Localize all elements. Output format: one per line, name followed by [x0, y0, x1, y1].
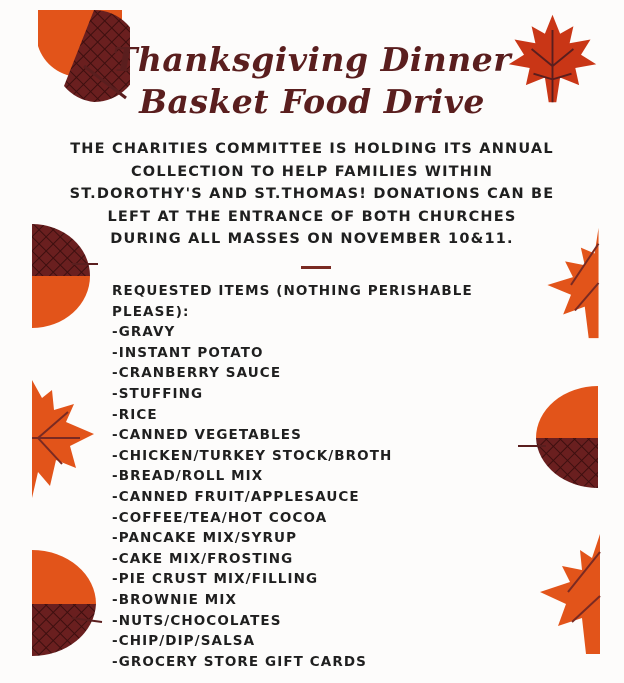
title-line-1: Thanksgiving Dinner: [112, 40, 512, 79]
list-item: -PANCAKE MIX/SYRUP: [112, 530, 298, 547]
acorn-icon: [32, 548, 104, 658]
title-line-2: Basket Food Drive: [139, 82, 485, 121]
requested-heading-line: REQUESTED ITEMS (NOTHING PERISHABLE: [112, 283, 473, 299]
list-item: -RICE: [112, 406, 158, 423]
list-item: -GROCERY STORE GIFT CARDS: [112, 653, 367, 670]
requested-heading: [112, 281, 512, 322]
list-item: -PIE CRUST MIX/FILLING: [112, 571, 319, 588]
requested-items: [112, 281, 512, 672]
list-item: -COFFEE/TEA/HOT COCOA: [112, 509, 328, 526]
list-item: -CAKE MIX/FROSTING: [112, 550, 294, 567]
maple-leaf-icon: [32, 376, 98, 502]
list-item: -CRANBERRY SAUCE: [112, 365, 282, 382]
intro-line: ST.DOROTHY'S AND ST.THOMAS! DONATIONS CAN BE: [69, 186, 555, 202]
list-item: -BROWNIE MIX: [112, 591, 237, 608]
list-item: -GRAVY: [112, 324, 176, 341]
intro-line: COLLECTION TO HELP FAMILIES WITHIN: [130, 163, 494, 180]
list-item: -STUFFING: [112, 385, 204, 402]
intro-line: LEFT AT THE ENTRANCE OF BOTH CHURCHES: [107, 208, 517, 225]
list-item: -BREAD/ROLL MIX: [112, 468, 264, 485]
list-item: -CANNED VEGETABLES: [112, 427, 302, 444]
item-list: [112, 322, 512, 672]
list-item: -CHICKEN/TURKEY STOCK/BROTH: [112, 447, 393, 464]
list-item: -CANNED FRUIT/APPLESAUCE: [112, 488, 360, 505]
requested-heading-line: PLEASE):: [112, 303, 190, 320]
maple-leaf-icon: [536, 530, 602, 658]
list-item: -CHIP/DIP/SALSA: [112, 633, 256, 650]
list-item: -INSTANT POTATO: [112, 344, 264, 361]
intro-paragraph: [40, 138, 584, 251]
list-item: -NUTS/CHOCOLATES: [112, 612, 282, 629]
acorn-icon: [518, 382, 598, 490]
divider: [301, 266, 331, 269]
intro-line: DURING ALL MASSES ON NOVEMBER 10&11.: [110, 231, 514, 247]
intro-line: THE CHARITIES COMMITTEE IS HOLDING ITS ANNUAL: [70, 141, 554, 157]
